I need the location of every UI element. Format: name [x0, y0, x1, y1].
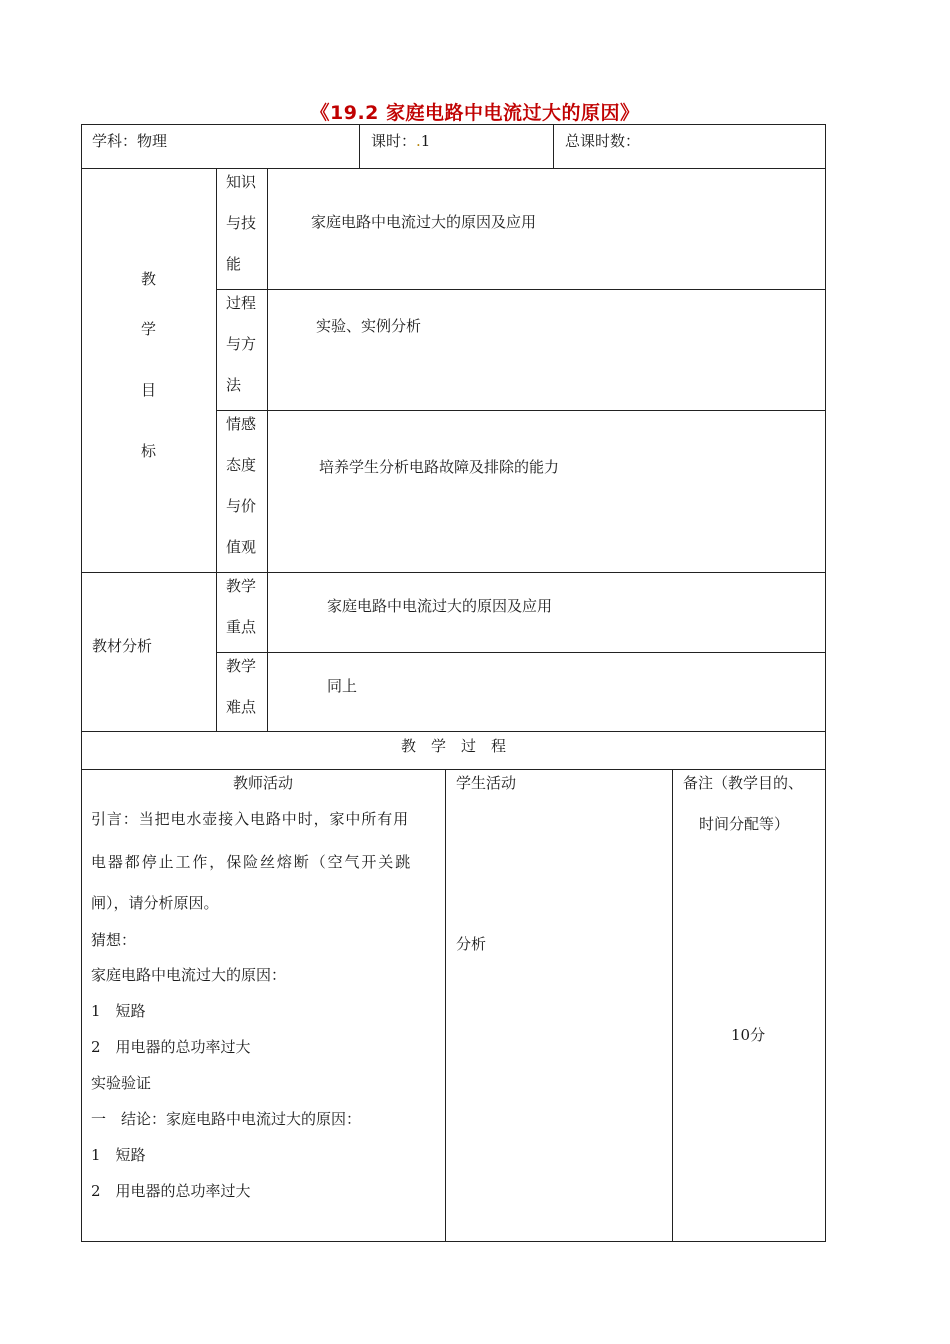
teacher-line: 1 短路	[91, 1146, 146, 1164]
teacher-line: 引言：当把电水壶接入电路中时，家中所有用	[91, 810, 410, 828]
objectives-label-char: 目	[141, 381, 157, 399]
teacher-activity-header: 教师活动	[232, 774, 293, 792]
teacher-line: 电器都停止工作，保险丝熔断（空气开关跳	[91, 853, 413, 871]
subject-field: 学科：物理	[92, 132, 168, 150]
teacher-line: 2 用电器的总功率过大	[91, 1182, 251, 1200]
objectives-table	[81, 168, 826, 732]
teacher-line: 闸），请分析原因。	[91, 894, 219, 912]
teacher-line: 1 短路	[91, 1002, 146, 1020]
knowledge-skills-label: 知识 与技 能	[226, 173, 257, 273]
process-method-label: 过程 与方 法	[226, 294, 257, 394]
process-heading: 教 学 过 程	[400, 737, 506, 755]
emotion-values-label: 情感 态度 与价 值观	[226, 415, 257, 556]
key-points-label: 教学 重点	[226, 577, 257, 636]
student-activity-header: 学生活动	[456, 774, 517, 792]
teacher-line: 实验验证	[91, 1074, 152, 1092]
time-allocation: 10分	[731, 1026, 766, 1044]
process-method-content: 实验、实例分析	[316, 317, 422, 335]
total-lessons-field: 总课时数：	[565, 132, 641, 150]
teacher-line: 2 用电器的总功率过大	[91, 1038, 251, 1056]
lesson-count-field: 课时：.1	[371, 132, 431, 150]
student-activity-content: 分析	[456, 935, 487, 953]
process-table	[81, 769, 826, 1242]
knowledge-skills-content: 家庭电路中电流过大的原因及应用	[311, 213, 537, 231]
objectives-label-char: 学	[141, 320, 157, 338]
difficult-points-content: 同上	[327, 677, 358, 695]
emotion-values-content: 培养学生分析电路故障及排除的能力	[319, 458, 560, 476]
header-table	[81, 124, 826, 169]
textbook-analysis-label: 教材分析	[92, 637, 153, 655]
notes-header-line1: 备注（教学目的、	[683, 774, 804, 792]
objectives-label-char: 教	[141, 270, 157, 288]
teacher-line: 家庭电路中电流过大的原因：	[91, 966, 287, 984]
difficult-points-label: 教学 难点	[226, 657, 257, 716]
key-points-content: 家庭电路中电流过大的原因及应用	[327, 597, 553, 615]
document-title: 《19.2 家庭电路中电流过大的原因》	[310, 102, 640, 124]
teacher-line: 猜想：	[91, 931, 137, 949]
notes-header-line2: 时间分配等）	[699, 815, 790, 833]
teacher-line: 一 结论：家庭电路中电流过大的原因：	[91, 1110, 362, 1128]
objectives-label-char: 标	[141, 442, 157, 460]
